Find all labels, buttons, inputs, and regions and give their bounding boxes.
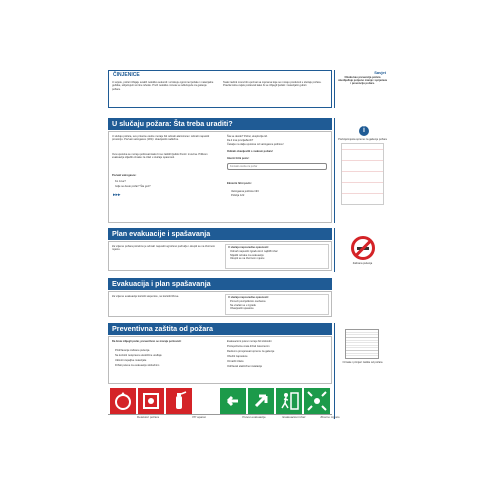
fire-detector-sign [110, 388, 136, 414]
section2-side-caption: Zabrana pušenja [352, 262, 373, 265]
section1-col2-bullet-2: Da li ima povrijeđenih? [227, 139, 254, 142]
assembly-point-sign [304, 388, 330, 414]
section4-left-bullet-4: Držati puteve za evakuaciju slobodnim [115, 364, 160, 367]
document-thumbnail [345, 329, 379, 359]
escape-arrow-diagonal-sign [248, 388, 274, 414]
section2-right-bullet-1: Odmah napustiti zgradu kroz najbliži izlaz [230, 250, 278, 254]
section4-side-caption: Oznake i primjeri zaštite od požara [342, 361, 383, 364]
section2-right-bullet-3: Okupiti se na zbornom mjestu [230, 256, 265, 260]
external-call-label: Eksterni hitni poziv: [227, 182, 252, 185]
caption-fire-detector: Detektori požara [136, 415, 159, 419]
section3-header [108, 278, 332, 290]
section3-left-text: Za vrijeme evakuacije koristiti stepenice, ne koristiti liftove. [112, 295, 180, 298]
intro-left-text: U svijetu, požari izbijaju svakih nekoliko sekundi i uzrokuju ogromne ljudske i materijalne gubitke, uključujući smrtne ishode. Prvih nekoliko minuta su odlučujuće za gašenje požara. [112, 81, 214, 91]
section4-right-bullet-3: Redovno provjeravati opremu za gašenje [227, 350, 275, 353]
section1-call-title: Pozvati vatrogasce: [112, 174, 137, 177]
section4-body [108, 336, 332, 384]
intro-box [108, 70, 332, 108]
internal-call-field[interactable]: Kontakt osoba za požar [227, 163, 327, 170]
intro-right-text: Svaki radnik mora biti upoznat sa mjerama koje se moraju preduzeti u slučaju požara. Pravila treba uvijek poštovati kako bi se izbjegli ljudski i materijalni gubici. [223, 81, 322, 88]
section3-right-bullet-1: Pomoći povrijeđenim osobama [230, 300, 266, 304]
section1-col2-heading: Odmah obavijestiti o svakom požaru! [227, 150, 273, 153]
section3-right-bullet-2: Ne vraćati se u zgradu [230, 303, 256, 307]
section4-right-bullet-6: Održavati električne instalacije [227, 365, 263, 368]
savjet-panel [334, 70, 390, 108]
no-smoking-icon [351, 236, 375, 260]
section1-bullet-1: Ko zove? [115, 180, 126, 183]
section1-col2-bullet-1: Šta se desilo? Požar, eksplozija itd. [227, 135, 268, 138]
caption-emergency-exit: Evakuacioni izlaz [282, 415, 306, 419]
section2-left-text: Za vrijeme požara potrebno je odmah napustiti ugroženo područje i okupiti se na zbornom mjestu. [112, 245, 216, 252]
section4-left-bullet-3: Ukloniti zapaljive materijale [115, 359, 147, 362]
section1-bullet-2: Gdje se desio požar? Šta gori? [115, 185, 151, 188]
section4-right-bullet-5: Označiti izlaze [227, 360, 244, 363]
caption-assembly-point: Zborno mjesto [320, 415, 340, 419]
internal-call-label: Interni hitni poziv: [227, 157, 250, 160]
safety-poster [108, 70, 388, 430]
intro-title: ČINJENICE [113, 72, 140, 78]
section1-header [108, 118, 332, 130]
section3-right-bullet-3: Obavijestiti spasioce [230, 306, 254, 310]
caption-extinguisher: PP aparat [192, 415, 206, 419]
alarm-button-sign [138, 388, 164, 414]
savjet-text: Obuka kao prevencija požara obezbjeđuje potpuno znanje i sprječava i prevenciju požara. [338, 76, 388, 86]
section3-right-title: U slučaju neposredne opasnosti: [228, 296, 269, 299]
emergency-exit-sign [276, 388, 302, 414]
more-arrows-icon: ▸▸▸ [113, 192, 121, 198]
section4-left-heading: Da biste izbjegli požar, preventivno se moraju poštovati: [112, 340, 182, 343]
section1-sidebar [334, 118, 390, 223]
section4-title: Preventivna zaštita od požara [112, 324, 214, 333]
section3-title: Evakuacija i plan spašavanja [112, 279, 211, 288]
external-line-2: Policija 122 [231, 194, 245, 197]
section4-right-bullet-4: Obučiti zaposlene [227, 355, 248, 358]
section4-left-bullet-2: Ne koristiti neispravne električne uređaje [115, 354, 162, 357]
section1-body [108, 131, 332, 223]
section4-right-bullet-1: Evakuacioni putevi moraju biti slobodni [227, 340, 272, 343]
section2-right-title: U slučaju neposredne opasnosti: [228, 246, 269, 249]
section2-body [108, 241, 332, 271]
caption-escape-routes: Putevi evakuacije [242, 415, 266, 419]
section2-right-box [225, 244, 329, 269]
section4-right-bullet-2: Protupožarna vrata držati zatvorenim [227, 345, 270, 348]
savjet-title: Savjet [374, 70, 386, 75]
section2-right-bullet-2: Slijediti oznake za evakuaciju [230, 253, 264, 257]
section4-left-bullet-1: Pridržavanje zabrane pušenja [115, 349, 150, 352]
section3-body [108, 291, 332, 317]
section4-sidebar [334, 323, 390, 419]
section1-col2-bullet-3: Čekajte na dalja uputstva od vatrogasne jedinice! [227, 143, 284, 146]
section1-title: U slučaju požara: Šta treba uraditi? [112, 119, 233, 128]
fire-extinguisher-sign [166, 388, 192, 414]
section1-col1-text: U slučaju požara, sve prisutne osobe moraju biti odmah alarmirane i odmah napustiti prostoriju. Pozvati vatrogasce (193) i obavijestiti nadležne. [112, 135, 210, 142]
section1-side-caption: Pozicije/mjesta opreme za gašenje požara [338, 138, 387, 141]
section2-header [108, 228, 332, 240]
extinguisher-signs-grid [341, 143, 384, 205]
external-line-1: Vatrogasna jedinica 193 [231, 190, 259, 193]
escape-arrow-left-sign [220, 388, 246, 414]
section2-title: Plan evakuacije i spašavanja [112, 229, 211, 238]
section1-col1-para2: Ova uputstva se moraju poštovati kako bi se zaštitili ljudski životi i imovina. Prilikom evakuacije slijediti oznake za izlaz u slučaju opasnosti. [112, 153, 208, 160]
info-icon: i [359, 126, 369, 136]
section3-right-box [225, 294, 329, 315]
section2-sidebar [334, 228, 390, 272]
section4-header [108, 323, 332, 335]
